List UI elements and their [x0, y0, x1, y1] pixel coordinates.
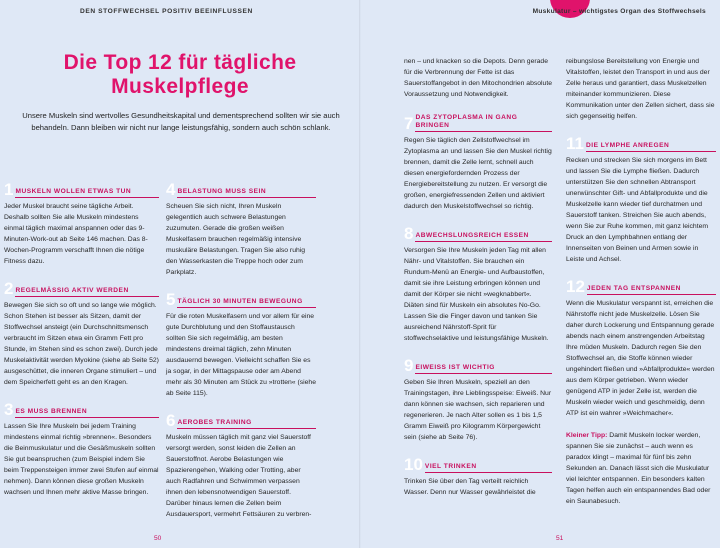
- section-4: [166, 182, 316, 278]
- section-heading: [404, 226, 552, 242]
- running-head-right: Muskulatur – wichtigstes Organ des Stoffwechsels: [532, 8, 706, 15]
- tip-body: Damit Muskeln locker werden, spannen Sie sie zunächst – auch wenn es paradox klingt – maximal für fünf bis zehn Sekunden an. Danach lässt sich die Muskulatur viel leichter entspannen. Ein besonders kalten Tagen helfen auch ein entspannendes Bad oder ein Saunabesuch.: [566, 432, 711, 505]
- section-title: DIE LYMPHE ANREGEN: [586, 142, 716, 152]
- section-number: 2: [4, 279, 14, 298]
- section-8: [404, 226, 552, 344]
- section-10: [404, 457, 552, 498]
- section-body: Bewegen Sie sich so oft und so lange wie möglich. Schon Stehen ist besser als Sitzen, damit der Stoffwechsel ansteigt (ein Durchschnittsmensch verbraucht im Sitzen etwa ein Gramm Fett pro Stunde, im Stehen sind es schon zwei). Durch jede Muskelaktivität werden Myokine (siehe ab Seite 52) ausgeschüttet, die inneren Organe stimuliert – und dem Speicherfett geht es an den Kragen.: [4, 302, 159, 386]
- section-title: REGELMÄSSIG AKTIV WERDEN: [15, 287, 159, 297]
- tip-paragraph: [566, 430, 716, 507]
- section-body: Jeder Muskel braucht seine tägliche Arbeit. Deshalb sollten Sie alle Muskeln mindestens einmal täglich maximal anspannen oder das 9-Minuten-Work-out ab Seite 146 machen. Das 8-Wochen-Programm verschafft Ihnen die nötige Fitness dazu.: [4, 203, 148, 265]
- running-head-left: DEN STOFFWECHSEL POSITIV BEEINFLUSSEN: [80, 8, 253, 15]
- section-title: BELASTUNG MUSS SEIN: [177, 188, 316, 198]
- right-column-1: [404, 56, 552, 498]
- section-number: 10: [404, 455, 423, 474]
- section-heading: [404, 114, 552, 132]
- section-body: Geben Sie Ihren Muskeln, speziell an den Trainingstagen, ihre Lieblingsspeise: Eiweiß. Nur dann können sie wachsen, sich reparieren und regenerieren. Je nach Alter sollen es 1 bis 1,5 Gramm Eiweiß pro Kilogramm Körpergewicht sein (siehe ab Seite 76).: [404, 379, 552, 441]
- section-heading: [4, 281, 159, 297]
- section-5: [166, 292, 316, 399]
- section-number: 4: [166, 180, 176, 199]
- section-body: Wenn die Muskulatur verspannt ist, erreichen die Nährstoffe nicht jede Muskelzelle. Lösen Sie daher durch Lockerung und Entspannung gerade abends nach einem anstrengenden Arbeitstag Ihre müden Muskeln. Dadurch regen Sie den Stoffwechsel an, die Stoffe können wieder ungehindert fließen und »Abfallprodukte« werden aus dem Körper getrieben. Wenn wieder genügend ATP in jeder Zelle ist, werden die Muskeln wieder weich und geschmeidig, denn ATP ist ein wahrer »Weichmacher«.: [566, 300, 715, 417]
- section-title: VIEL TRINKEN: [425, 463, 552, 473]
- section-9: [404, 358, 552, 443]
- section-body: Lassen Sie Ihre Muskeln bei jedem Training mindestens einmal richtig »brennen«. Besonders die Beinmuskulatur und die Gesäßmuskeln sollten Sie gut beanspruchen (zum Beispiel indem Sie beim Treppensteigen immer zwei Stufen auf einmal nehmen). Dann können diese großen Muskeln wachsen und Ihnen mehr aktive Masse bringen.: [4, 423, 159, 496]
- section-body: Regen Sie täglich den Zellstoffwechsel im Zytoplasma an und lassen Sie den Muskel richtig brennen, damit die Zelle lernt, schnell auch diesen energiefordernden Prozess der Energiebereitstellung zu nutzen. Er versorgt die großen, energiefressenden Zellen und aktiviert dadurch den Muskelstoffwechsel so richtig.: [404, 137, 552, 210]
- section-11: [566, 136, 716, 265]
- right-page: [360, 0, 720, 548]
- section-title: EIWEISS IST WICHTIG: [415, 364, 552, 374]
- title-line-2: Muskelpflege: [111, 75, 249, 98]
- section-body: Recken und strecken Sie sich morgens im Bett und lassen Sie die Lymphe fließen. Dadurch unterstützen Sie den schnellen Abtransport unerwünschter Gift- und Abfallprodukte und die Muskelzelle kann wieder tief durchatmen und Sauerstoff tanken. Streichen Sie auch abends, wenn Sie zur Ruhe kommen, mit ganz leichtem Druck an den Lymphbahnen entlang der Innenseiten von Beinen und Armen sowie in Leiste und Achsel.: [566, 157, 709, 263]
- page-number-left: 50: [154, 535, 162, 542]
- section-title: JEDEN TAG ENTSPANNEN: [587, 285, 716, 295]
- section-number: 8: [404, 224, 414, 243]
- section-heading: [166, 182, 316, 198]
- section-title: ES MUSS BRENNEN: [15, 408, 159, 418]
- section-12: [566, 279, 716, 419]
- section-title: DAS ZYTOPLASMA IN GANG BRINGEN: [415, 114, 552, 132]
- section-3: [4, 402, 159, 498]
- page-number-right: 51: [556, 535, 564, 542]
- page-title: [0, 51, 360, 99]
- section-number: 9: [404, 356, 414, 375]
- section-title: MUSKELN WOLLEN ETWAS TUN: [15, 188, 159, 198]
- section-heading: [4, 182, 159, 198]
- section-number: 12: [566, 277, 585, 296]
- section-body: Versorgen Sie Ihre Muskeln jeden Tag mit allen Nähr- und Vitalstoffen. Sie brauchen ein Rundum-Menü an Energie- und Aufbaustoffen, damit sie ihre Leistung erbringen können und damit der Körper sie nicht »wegknabbert«. Diäten sind für Muskeln ein absolutes No-Go. Lassen Sie die Finger davon und tanken Sie ausreichend Nährstoff-Sprit für stoffwechselaktive und leistungsfähige Muskeln.: [404, 247, 549, 342]
- section-1: [4, 182, 159, 267]
- section-body: Scheuen Sie sich nicht, Ihren Muskeln gelegentlich auch schwere Belastungen zuzumuten. Gerade die großen weißen Muskelfasern brauchen regelmäßig intensive muskuläre Belastungen. Tragen Sie also ruhig den Wasserkasten die Treppe hoch oder zum Parkplatz.: [166, 203, 306, 276]
- section-number: 7: [404, 114, 414, 133]
- continued-text: reibungslose Bereitstellung von Energie und Vitalstoffen, leistet den Transport in und aus der Zelle heraus und garantiert, dass Muskelzellen miteinander kommunizieren. Diese Kommunikation unter den Zellen sichert, dass sie sich gegenseitig helfen.: [566, 58, 715, 120]
- section-heading: [404, 358, 552, 374]
- tip-label: Kleiner Tipp:: [566, 432, 608, 439]
- section-body: Muskeln müssen täglich mit ganz viel Sauerstoff versorgt werden, sonst leiden die Zellen an Sauerstoffnot. Aerobe Belastungen wie Spazierengehen, Walking oder Trotting, aber auch Radfahren und Schwimmen verpassen ihnen den lebensnotwendigen Sauerstoff. Darüber hinaus lernen die Zellen beim Ausdauersport, vermehrt Fettsäuren zu verbren-: [166, 434, 312, 518]
- section-6: [166, 413, 316, 520]
- section-body: Für die roten Muskelfasern und vor allem für eine gute Durchblutung und den Stoffaustausch sollten Sie sich regelmäßig, am besten mindestens dreimal täglich, zehn Minuten ausdauernd bewegen. Vielleicht schaffen Sie es ja sogar, in der Mittagspause oder am Abend mehr als 30 Minuten am Stück zu »trotten« (siehe ab Seite 115).: [166, 313, 316, 397]
- section-heading: [566, 136, 716, 152]
- section-title: AEROBES TRAINING: [177, 419, 316, 429]
- left-column-1: [4, 182, 159, 498]
- left-column-2: [166, 182, 316, 520]
- section-number: 1: [4, 180, 14, 199]
- section-2: [4, 281, 159, 388]
- section-heading: [404, 457, 552, 473]
- section-number: 11: [566, 134, 584, 153]
- section-heading: [166, 413, 316, 429]
- section-body: Trinken Sie über den Tag verteilt reichlich Wasser. Denn nur Wasser gewährleistet die: [404, 478, 536, 496]
- title-line-1: Die Top 12 für tägliche: [63, 51, 297, 74]
- section-7: [404, 114, 552, 212]
- right-column-2: [566, 56, 716, 507]
- section-heading: [566, 279, 716, 295]
- section-title: ABWECHSLUNGSREICH ESSEN: [415, 232, 552, 242]
- section-number: 5: [166, 290, 176, 309]
- section-number: 6: [166, 411, 176, 430]
- section-heading: [166, 292, 316, 308]
- section-title: TÄGLICH 30 MINUTEN BEWEGUNG: [177, 298, 316, 308]
- section-heading: [4, 402, 159, 418]
- continued-text: nen – und knacken so die Depots. Denn gerade für die Verbrennung der Fette ist das Sauerstoffangebot in den Mitochondrien absolute Voraussetzung und Notwendigkeit.: [404, 58, 553, 98]
- intro-text: Unsere Muskeln sind wertvolles Gesundheitskapital und dementsprechend sollten wir sie auch behandeln. Dann bleiben wir nicht nur lange leistungsfähig, sondern auch schön schlank.: [22, 111, 340, 133]
- section-number: 3: [4, 400, 14, 419]
